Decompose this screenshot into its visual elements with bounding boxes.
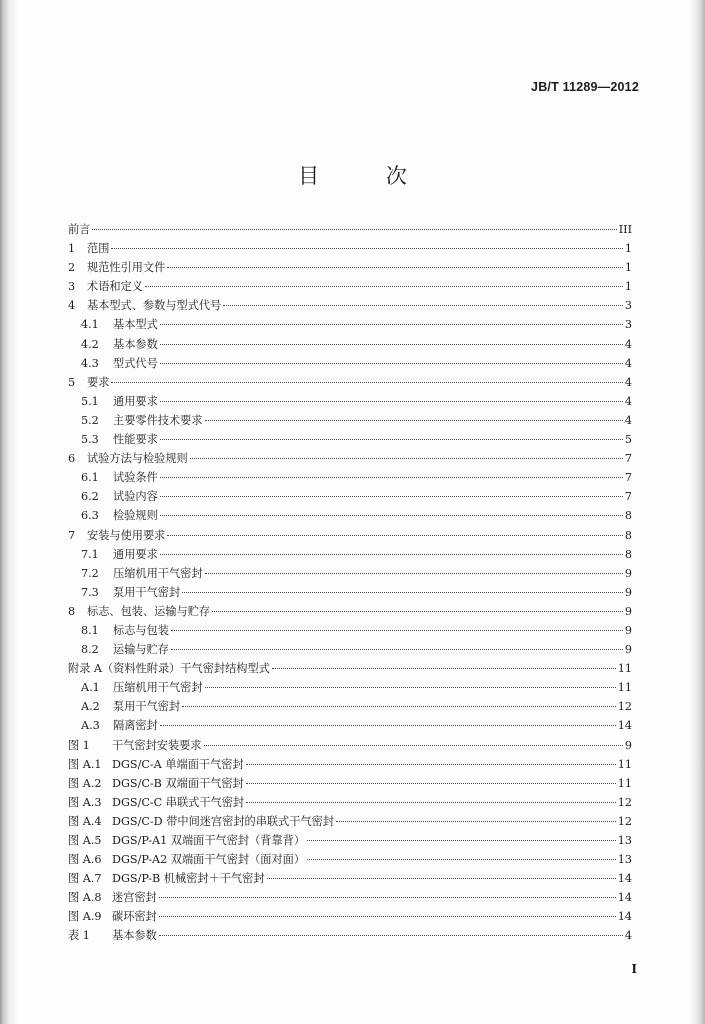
toc-entry-page: 14 <box>617 719 632 733</box>
toc-entry-number: A.1 <box>81 681 100 695</box>
toc-entry-page: 3 <box>624 318 632 332</box>
toc-entry-number: 6 <box>68 452 76 466</box>
toc-entry[interactable] <box>68 392 632 411</box>
document-code: JB/T 11289—2012 <box>531 80 639 94</box>
toc-entry-title: 试验条件 <box>113 471 158 485</box>
toc-entry-number: 4.1 <box>81 318 99 332</box>
toc-entry-number: 5.2 <box>81 413 99 427</box>
toc-entry-number: 6.3 <box>81 509 99 523</box>
toc-entry[interactable] <box>68 907 632 926</box>
toc-entry-number: 7.1 <box>81 547 99 561</box>
toc-entry-title: 附录 A（资料性附录）干气密封结构型式 <box>68 662 270 676</box>
toc-entry-page: 4 <box>624 413 632 427</box>
toc-entry-title: 压缩机用干气密封 <box>113 566 203 580</box>
toc-entry-page: 9 <box>624 566 632 580</box>
toc-leader-dots <box>171 649 623 650</box>
toc-entry-number: 2 <box>68 261 76 275</box>
toc-leader-dots <box>212 611 623 612</box>
toc-leader-dots <box>167 535 623 536</box>
toc-entry[interactable] <box>68 526 632 545</box>
toc-entry[interactable] <box>68 793 632 812</box>
toc-leader-dots <box>92 229 616 230</box>
toc-entry-page: 12 <box>617 795 632 809</box>
toc-leader-dots <box>246 764 616 765</box>
toc-entry[interactable] <box>68 239 632 258</box>
toc-entry[interactable] <box>68 812 632 831</box>
toc-entry-page: 1 <box>624 242 632 256</box>
toc-entry-number: 图 A.6 <box>68 853 102 867</box>
toc-entry-title: 前言 <box>68 223 91 236</box>
toc-entry-title: 安装与使用要求 <box>87 528 166 542</box>
toc-entry-page: 8 <box>624 509 632 523</box>
toc-leader-dots <box>307 859 616 860</box>
toc-entry-title: 通用要求 <box>113 394 158 408</box>
toc-entry-title: 标志、包装、运输与贮存 <box>87 604 211 618</box>
table-of-contents <box>68 220 632 946</box>
page-number: I <box>631 962 637 976</box>
toc-entry-number: 图 A.5 <box>68 834 102 847</box>
toc-entry-number: 表 1 <box>68 929 90 943</box>
toc-entry-number: 6.1 <box>81 471 99 485</box>
toc-entry[interactable] <box>68 258 632 277</box>
toc-entry[interactable] <box>68 315 632 334</box>
toc-leader-dots <box>267 878 616 879</box>
toc-entry-title: DGS/P-A1 双端面干气密封（背靠背） <box>112 834 306 847</box>
toc-entry[interactable] <box>68 506 632 525</box>
toc-entry-number: 8.2 <box>81 643 99 657</box>
toc-entry-page: 7 <box>624 452 632 466</box>
toc-entry-page: 9 <box>624 623 632 637</box>
toc-entry-number: 4.3 <box>81 356 99 370</box>
toc-entry-title: 碳环密封 <box>112 910 157 924</box>
toc-leader-dots <box>160 515 623 516</box>
page-title: 目 次 <box>298 164 437 188</box>
toc-entry-page: 13 <box>617 834 632 847</box>
toc-entry[interactable] <box>68 621 632 640</box>
toc-entry-title: 基本型式、参数与型式代号 <box>87 299 222 313</box>
toc-entry-number: 6.2 <box>81 490 99 504</box>
toc-leader-dots <box>111 382 622 383</box>
toc-entry-number: 4 <box>68 299 76 313</box>
toc-entry-page: 14 <box>617 891 632 905</box>
toc-entry-number: 8.1 <box>81 623 99 637</box>
toc-entry-number: 7.3 <box>81 585 99 599</box>
toc-leader-dots <box>160 554 623 555</box>
toc-entry-title: 性能要求 <box>113 433 158 447</box>
toc-leader-dots <box>190 458 623 459</box>
toc-entry[interactable] <box>68 583 632 602</box>
toc-entry-number: 图 A.2 <box>68 776 102 790</box>
toc-entry-title: 压缩机用干气密封 <box>113 681 203 695</box>
toc-entry-number: A.3 <box>81 719 100 733</box>
toc-entry-page: 11 <box>617 757 632 771</box>
toc-entry-page: 9 <box>624 738 632 752</box>
toc-entry-page: 11 <box>617 662 632 676</box>
toc-entry-page: 7 <box>624 471 632 485</box>
toc-entry[interactable] <box>68 697 632 716</box>
toc-entry-title: 泵用干气密封 <box>113 700 181 714</box>
toc-leader-dots <box>204 745 623 746</box>
toc-entry-title: 范围 <box>87 242 110 256</box>
toc-entry-title: DGS/P-A2 双端面干气密封（面对面） <box>112 853 306 867</box>
toc-leader-dots <box>160 477 623 478</box>
toc-entry-number: 8 <box>68 604 76 618</box>
toc-entry-title: 检验规则 <box>113 509 158 523</box>
toc-leader-dots <box>160 496 623 497</box>
toc-entry[interactable] <box>68 411 632 430</box>
toc-leader-dots <box>160 363 623 364</box>
toc-entry-title: DGS/C-B 双端面干气密封 <box>112 776 244 790</box>
toc-entry-number: 图 A.7 <box>68 872 102 886</box>
toc-entry-page: 12 <box>617 814 632 828</box>
toc-entry[interactable] <box>68 468 632 487</box>
toc-entry[interactable] <box>68 736 632 755</box>
toc-entry-title: 运输与贮存 <box>113 643 169 657</box>
toc-entry-title: 泵用干气密封 <box>113 585 181 599</box>
toc-entry-title: 迷宫密封 <box>112 891 157 905</box>
toc-entry-number: 3 <box>68 280 76 294</box>
toc-entry[interactable] <box>68 373 632 392</box>
toc-leader-dots <box>205 420 623 421</box>
toc-entry-page: 4 <box>624 929 632 943</box>
toc-entry[interactable] <box>68 487 632 506</box>
toc-entry-number: 1 <box>68 242 76 256</box>
toc-entry[interactable] <box>68 831 632 850</box>
toc-entry[interactable] <box>68 602 632 621</box>
toc-leader-dots <box>307 840 616 841</box>
toc-leader-dots <box>111 248 622 249</box>
toc-leader-dots <box>272 668 616 669</box>
toc-entry-page: 5 <box>624 433 632 447</box>
toc-entry-page: 4 <box>624 375 632 389</box>
toc-leader-dots <box>205 687 616 688</box>
toc-entry[interactable] <box>68 926 632 945</box>
toc-entry-title: 基本型式 <box>113 318 158 332</box>
toc-entry-number: 图 A.1 <box>68 757 102 771</box>
toc-entry[interactable] <box>68 678 632 697</box>
scan-edge-left <box>0 0 18 1024</box>
toc-leader-dots <box>160 344 623 345</box>
toc-entry[interactable] <box>68 755 632 774</box>
toc-entry-number: 图 1 <box>68 738 90 752</box>
toc-entry-title: 隔离密封 <box>113 719 158 733</box>
toc-leader-dots <box>246 802 616 803</box>
toc-entry[interactable] <box>68 430 632 449</box>
toc-entry-page: 8 <box>624 528 632 542</box>
toc-entry[interactable] <box>68 640 632 659</box>
toc-entry[interactable] <box>68 659 632 678</box>
toc-entry[interactable] <box>68 220 632 239</box>
toc-entry-page: 9 <box>624 604 632 618</box>
toc-entry-title: DGS/C-D 带中间迷宫密封的串联式干气密封 <box>112 814 335 828</box>
toc-entry-page: 14 <box>617 910 632 924</box>
toc-entry-page: 12 <box>617 700 632 714</box>
toc-leader-dots <box>182 706 616 707</box>
toc-entry-page: 14 <box>617 872 632 886</box>
toc-entry-page: 13 <box>617 853 632 867</box>
toc-entry[interactable] <box>68 354 632 373</box>
toc-entry-page: 11 <box>617 776 632 790</box>
toc-entry-title: DGS/C-C 串联式干气密封 <box>112 795 245 809</box>
toc-entry-page: 11 <box>617 681 632 695</box>
toc-entry-page: 3 <box>624 299 632 313</box>
toc-entry-page: 9 <box>624 585 632 599</box>
toc-entry[interactable] <box>68 545 632 564</box>
toc-entry[interactable] <box>68 850 632 869</box>
toc-leader-dots <box>223 305 623 306</box>
toc-entry-page: 7 <box>624 490 632 504</box>
toc-entry-page: 9 <box>624 643 632 657</box>
toc-entry[interactable] <box>68 716 632 735</box>
toc-entry-title: 标志与包装 <box>113 623 169 637</box>
toc-entry-title: 干气密封安装要求 <box>112 738 202 752</box>
toc-entry-number: 5.1 <box>81 394 99 408</box>
toc-entry[interactable] <box>68 449 632 468</box>
toc-leader-dots <box>336 821 616 822</box>
toc-entry-page: III <box>618 223 632 236</box>
toc-entry[interactable] <box>68 888 632 907</box>
toc-entry-title: DGS/P-B 机械密封＋干气密封 <box>112 872 265 886</box>
toc-entry-number: 7.2 <box>81 566 99 580</box>
toc-leader-dots <box>171 630 623 631</box>
toc-entry-page: 8 <box>624 547 632 561</box>
toc-entry-number: 图 A.9 <box>68 910 102 924</box>
toc-entry-page: 4 <box>624 394 632 408</box>
toc-entry-number: 5 <box>68 375 76 389</box>
toc-entry-title: 要求 <box>87 375 110 389</box>
toc-entry-page: 4 <box>624 337 632 351</box>
toc-entry[interactable] <box>68 335 632 354</box>
toc-entry-page: 1 <box>624 261 632 275</box>
toc-leader-dots <box>160 725 616 726</box>
toc-leader-dots <box>145 286 623 287</box>
toc-entry-number: 5.3 <box>81 433 99 447</box>
toc-entry-number: 7 <box>68 528 76 542</box>
toc-leader-dots <box>167 267 623 268</box>
toc-entry-title: 主要零件技术要求 <box>113 413 203 427</box>
toc-entry-number: 图 A.8 <box>68 891 102 905</box>
toc-entry[interactable] <box>68 277 632 296</box>
toc-leader-dots <box>246 783 616 784</box>
toc-entry-page: 1 <box>624 280 632 294</box>
toc-leader-dots <box>160 401 623 402</box>
toc-entry-number: A.2 <box>81 700 100 714</box>
toc-leader-dots <box>160 324 623 325</box>
toc-leader-dots <box>205 573 623 574</box>
toc-entry-title: 规范性引用文件 <box>87 261 166 275</box>
toc-entry-title: 通用要求 <box>113 547 158 561</box>
toc-entry[interactable] <box>68 296 632 315</box>
toc-entry-number: 图 A.4 <box>68 814 102 828</box>
toc-entry-title: 型式代号 <box>113 356 158 370</box>
toc-entry-title: 试验内容 <box>113 490 158 504</box>
toc-entry[interactable] <box>68 564 632 583</box>
toc-entry[interactable] <box>68 869 632 888</box>
toc-leader-dots <box>159 897 616 898</box>
toc-entry-page: 4 <box>624 356 632 370</box>
toc-entry-title: 基本参数 <box>112 929 157 943</box>
toc-entry[interactable] <box>68 774 632 793</box>
toc-entry-number: 4.2 <box>81 337 99 351</box>
toc-entry-title: 试验方法与检验规则 <box>87 452 188 466</box>
toc-entry-title: 基本参数 <box>113 337 158 351</box>
toc-entry-title: 术语和定义 <box>87 280 143 294</box>
toc-leader-dots <box>159 916 616 917</box>
scan-edge-right <box>689 0 705 1024</box>
toc-entry-title: DGS/C-A 单端面干气密封 <box>112 757 244 771</box>
toc-leader-dots <box>159 935 623 936</box>
toc-leader-dots <box>182 592 623 593</box>
toc-entry-number: 图 A.3 <box>68 795 102 809</box>
toc-leader-dots <box>160 439 623 440</box>
